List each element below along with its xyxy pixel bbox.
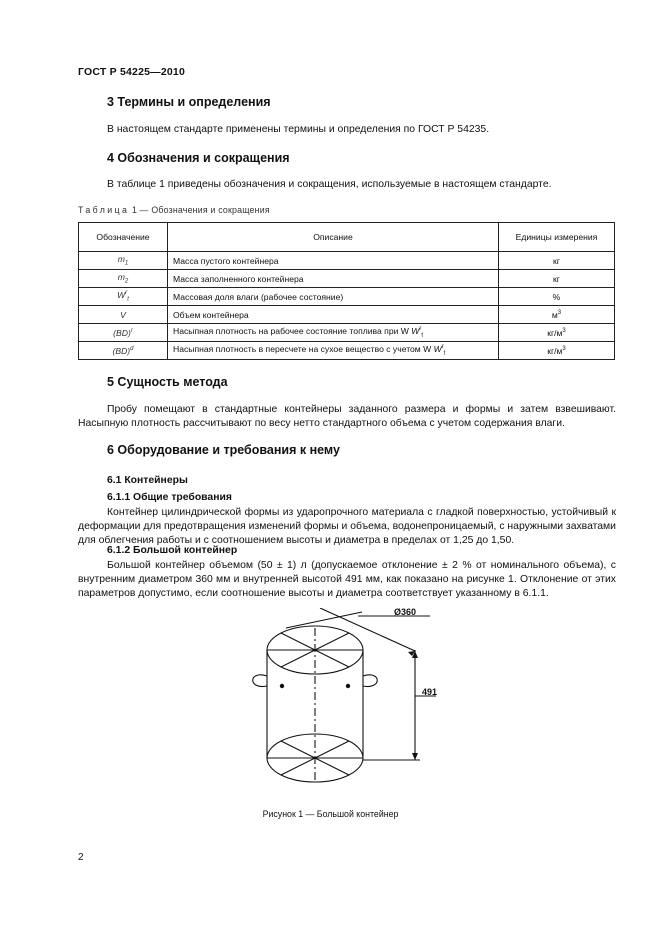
diameter-extension-line: [286, 612, 362, 628]
unit-text: кг/м: [547, 345, 563, 356]
subsection-6-1-2-title: 6.1.2 Большой контейнер: [107, 545, 238, 556]
unit-superscript: 3: [562, 327, 566, 334]
unit-cell: [499, 342, 615, 360]
unit-superscript: 3: [557, 309, 562, 316]
section-6-title: 6 Оборудование и требования к нему: [107, 443, 340, 457]
symbol-cell: [79, 324, 168, 342]
dimension-arrows: [408, 651, 418, 760]
symbol-cell: [79, 288, 168, 306]
handle-rivet-left: [280, 684, 284, 688]
description-cell: [168, 270, 499, 288]
subsection-6-1-title: 6.1 Контейнеры: [107, 475, 188, 486]
figure-caption: Рисунок 1 — Большой контейнер: [262, 809, 399, 819]
unit-text: кг: [553, 255, 560, 266]
moisture-symbol-sub: t: [421, 332, 424, 339]
description-cell: [168, 288, 499, 306]
table-row: [79, 342, 615, 360]
description-text: Масса заполненного контейнера: [173, 273, 304, 284]
symbol-superscript: r: [130, 327, 133, 334]
table-row: [79, 324, 615, 342]
unit-text: %: [552, 291, 561, 302]
description-text: Насыпная плотность в пересчете на сухое вещество с учетом W: [173, 344, 432, 355]
symbol-text: m: [117, 254, 125, 265]
symbol-subscript: t: [127, 296, 129, 303]
unit-cell: [499, 324, 615, 342]
symbol-text: W: [117, 290, 126, 301]
section-4-text: В таблице 1 приведены обозначения и сокращения, используемые в настоящем стандарте.: [107, 179, 552, 190]
table-header-cell: Обозначение: [79, 223, 168, 252]
unit-cell: [499, 306, 615, 324]
unit-text: кг: [553, 273, 560, 284]
unit-cell: [499, 252, 615, 270]
table-header-row: [79, 223, 615, 252]
table-row: [79, 306, 615, 324]
description-text: Масса пустого контейнера: [173, 255, 279, 266]
subsection-6-1-1-text: Контейнер цилиндрической формы из ударопрочного материала с гладкой поверхностью, устойчивый к деформации для предотвращения изменений формы и объема, водонепроницаемый, с наружными захватами для облегчения работы и с соотношением высоты и диаметра в пределах от 1,25 до 1,50.: [78, 507, 616, 546]
large-container-drawing: [240, 608, 460, 808]
table-row: [79, 270, 615, 288]
description-cell: [168, 252, 499, 270]
symbol-cell: [79, 306, 168, 324]
symbol-cell: [79, 342, 168, 360]
description-text: Массовая доля влаги (рабочее состояние): [173, 291, 344, 302]
table-header-cell: Описание: [168, 223, 499, 252]
description-cell: [168, 306, 499, 324]
moisture-symbol-sub: t: [443, 350, 446, 357]
description-text: Объем контейнера: [173, 309, 249, 320]
height-label: 491: [422, 687, 438, 697]
symbol-subscript: 1: [124, 260, 129, 267]
section-3-text: В настоящем стандарте применены термины и определения по ГОСТ Р 54235.: [107, 124, 490, 135]
symbol-cell: [79, 270, 168, 288]
handle-rivet-right: [346, 684, 350, 688]
symbol-subscript: 2: [124, 278, 129, 285]
description-text: Насыпная плотность на рабочее состояние топлива при W: [173, 326, 409, 337]
section-5-title: 5 Сущность метода: [107, 375, 228, 389]
unit-cell: [499, 288, 615, 306]
symbol-text: (BD): [113, 327, 131, 338]
symbol-text: m: [117, 272, 125, 283]
unit-text: м: [551, 309, 558, 320]
container-left-handle: [253, 675, 267, 687]
section-3-title: 3 Термины и определения: [107, 95, 271, 109]
subsection-6-1-2-text: Большой контейнер объемом (50 ± 1) л (допускаемое отклонение ± 2 % от номинального объема), с внутренним диаметром 360 мм и внутренней высотой 491 мм, как показано на рисунке 1. Отклонение от этих параметров допустимо, если соотношение высоты и диаметра соответствует указанному в 6.1.1.: [78, 560, 616, 599]
description-cell: [168, 342, 499, 360]
page-number: 2: [78, 852, 84, 863]
symbol-superscript: d: [130, 345, 134, 352]
table-caption-rest: 1 — Обозначения и сокращения: [129, 205, 270, 215]
moisture-symbol: W: [431, 344, 442, 355]
table-caption: [78, 205, 270, 215]
unit-superscript: 3: [562, 345, 566, 352]
table-header-cell: Единицы измерения: [499, 223, 615, 252]
unit-cell: [499, 270, 615, 288]
symbols-table: [78, 222, 615, 360]
container-right-handle: [363, 675, 377, 687]
symbol-text: V: [120, 309, 126, 320]
section-4-title: 4 Обозначения и сокращения: [107, 151, 290, 165]
symbol-cell: [79, 252, 168, 270]
table-caption-word: Таблица: [78, 205, 130, 215]
document-header: ГОСТ Р 54225—2010: [78, 66, 186, 78]
diameter-label: Ø360: [394, 608, 417, 617]
subsection-6-1-1-title: 6.1.1 Общие требования: [107, 492, 232, 503]
symbol-superscript: r: [125, 290, 128, 297]
section-5-text: Пробу помещают в стандартные контейнеры заданного размера и формы и затем взвешивают. Насыпную плотность рассчитывают по весу нетто стандартного объема с учетом содержания влаги.: [78, 404, 616, 429]
table-row: [79, 252, 615, 270]
table-row: [79, 288, 615, 306]
moisture-symbol-sup: r: [419, 326, 422, 333]
symbol-text: (BD): [112, 345, 131, 356]
moisture-symbol: W: [408, 326, 420, 337]
moisture-symbol-sup: r: [441, 344, 444, 351]
description-cell: [168, 324, 499, 342]
unit-text: кг/м: [547, 327, 563, 338]
